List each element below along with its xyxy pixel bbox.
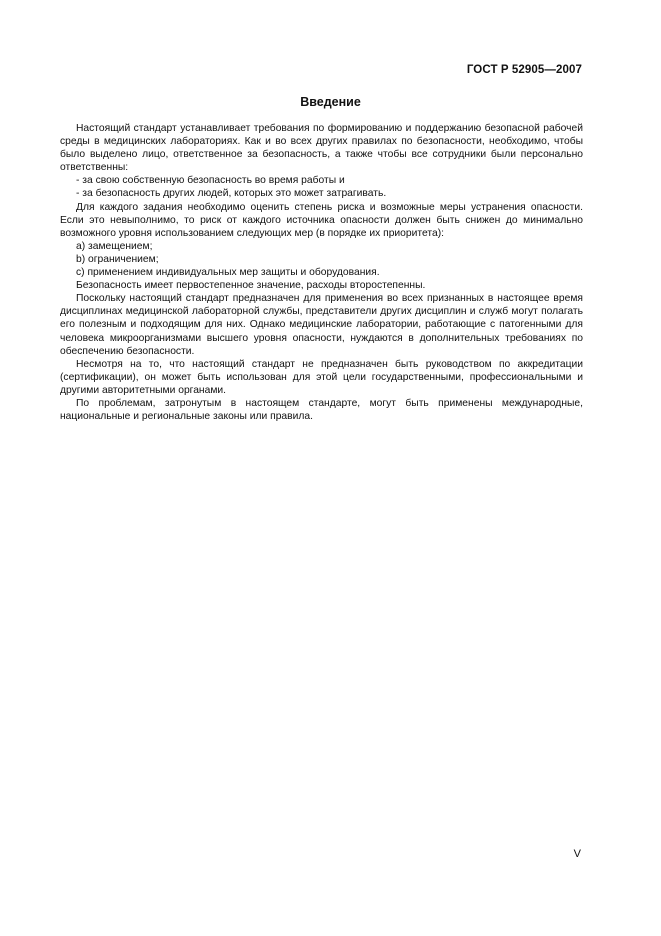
paragraph-scope: Поскольку настоящий стандарт предназначен для применения во всех признанных в настоящее время дисциплинах медицинской лабораторной службы, представители других дисциплин и служб могут полагать его полезным и подходящим для них. Однако медицинские лаборатории, работающие с патогенными для человека микроорганизмами высшего уровня опасности, нуждаются в дополнительных требованиях по обеспечению безопасности. (60, 293, 583, 357)
paragraph-laws: По проблемам, затронутым в настоящем стандарте, могут быть применены международные, национальные и региональные законы или правила. (60, 397, 583, 423)
list-item-own-safety: - за свою собственную безопасность во время работы и (76, 175, 345, 187)
page-number: V (573, 848, 581, 860)
list-item-restriction: b) ограничением; (76, 253, 159, 265)
list-item-substitution: a) замещением; (76, 240, 153, 252)
section-title: Введение (300, 95, 361, 109)
list-item-protection: c) применением индивидуальных мер защиты и оборудования. (76, 267, 380, 279)
document-number: ГОСТ Р 52905—2007 (466, 64, 582, 76)
paragraph-risk-assessment: Для каждого задания необходимо оценить степень риска и возможные меры устранения опасности. Если это невыполнимо, то риск от каждого источника опасности должен быть снижен до минимально возможного уровня использованием следующих мер (в порядке их приоритета): (60, 201, 583, 239)
list-item-others-safety: - за безопасность других людей, которых это может затрагивать. (76, 188, 387, 200)
body-text (60, 122, 583, 423)
paragraph-accreditation: Несмотря на то, что настоящий стандарт не предназначен быть руководством по аккредитации (сертификации), он может быть использован для этой цели государственными, профессиональными и другими авторитетными органами. (60, 358, 583, 396)
paragraph-intro: Настоящий стандарт устанавливает требования по формированию и поддержанию безопасной рабочей среды в медицинских лабораториях. Как и во всех других правилах по безопасности, необходимо, чтобы было выделено лицо, ответственное за безопасность, а также чтобы все сотрудники были персонально ответственны: (60, 123, 583, 174)
paragraph-safety-priority: Безопасность имеет первостепенное значение, расходы второстепенны. (76, 280, 426, 292)
